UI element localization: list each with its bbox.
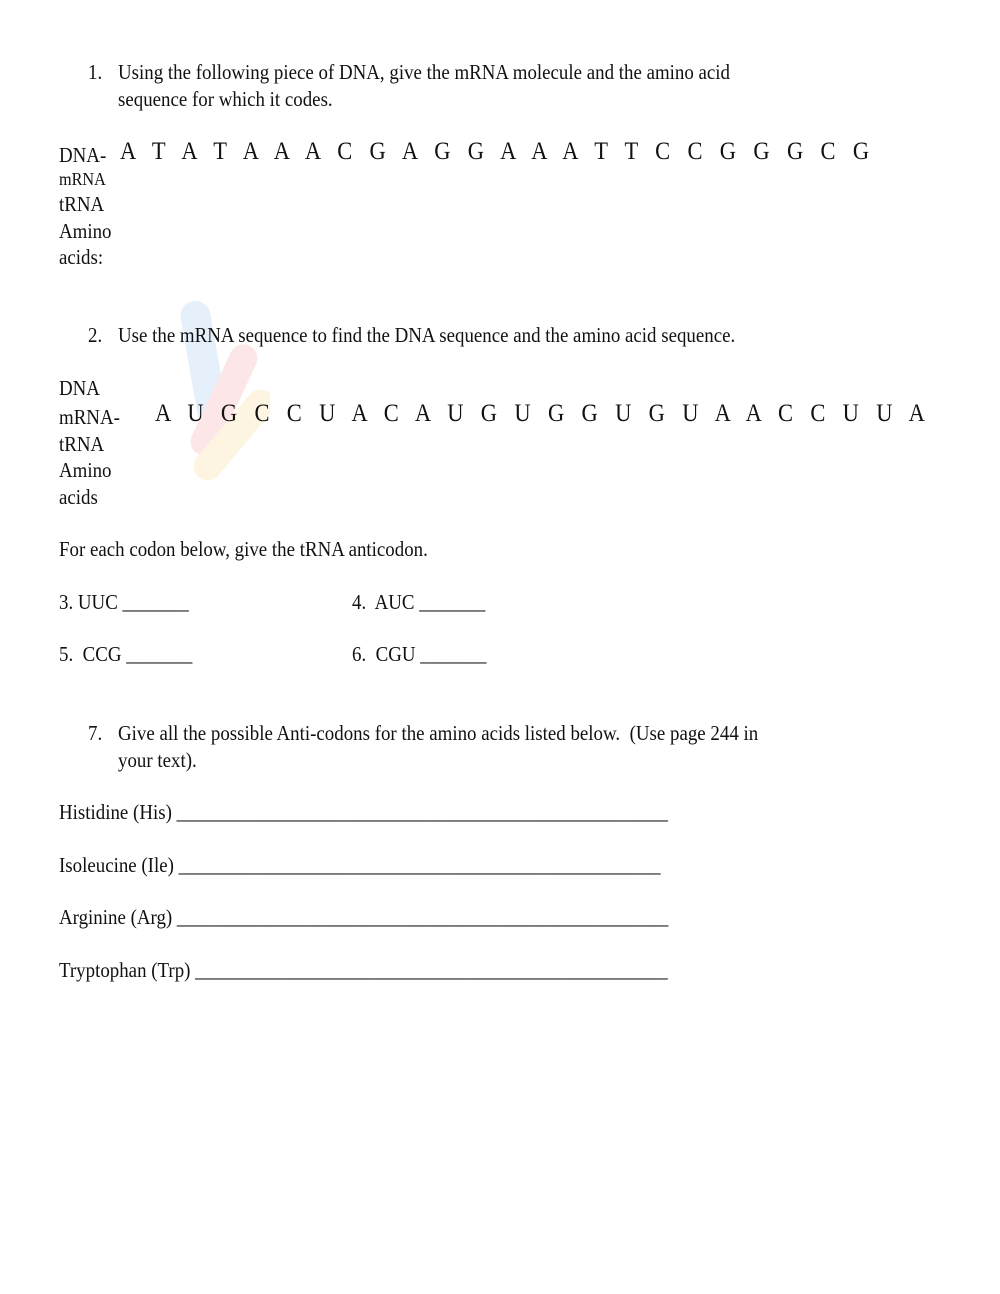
- codon-question-6: 6. CGU _______: [352, 642, 487, 666]
- q2-trna-label: tRNA: [59, 432, 105, 456]
- q7-item-isoleucine: Isoleucine (Ile) ___________________________________________________: [59, 853, 661, 877]
- q2-mrna-label: mRNA-: [59, 405, 120, 429]
- q2-number: 2.: [88, 323, 103, 347]
- codon-question-5: 5. CCG _______: [59, 642, 193, 666]
- q1-amino-label: Amino: [59, 219, 112, 243]
- q1-trna-label: tRNA: [59, 192, 105, 216]
- codon-question-4: 4. AUC _______: [352, 590, 486, 614]
- q2-amino-label: Amino: [59, 458, 112, 482]
- q1-mrna-label: mRNA: [59, 169, 106, 189]
- q2-acids-label: acids: [59, 485, 98, 509]
- codon-question-3: 3. UUC _______: [59, 590, 189, 614]
- q7-text-line2: your text).: [118, 748, 197, 772]
- q2-mrna-sequence: A U G C C U A C A U G U G G U G U A A C C U U A: [155, 400, 931, 427]
- codon-instructions: For each codon below, give the tRNA anticodon.: [59, 537, 428, 561]
- q1-acids-label: acids:: [59, 245, 104, 269]
- q2-text: Use the mRNA sequence to find the DNA sequence and the amino acid sequence.: [118, 323, 736, 347]
- q1-text-line1: Using the following piece of DNA, give the mRNA molecule and the amino acid: [118, 60, 731, 84]
- q7-text-line1: Give all the possible Anti-codons for the amino acids listed below. (Use page 244 in: [118, 721, 759, 745]
- q7-item-histidine: Histidine (His) ____________________________________________________: [59, 800, 668, 824]
- q2-dna-label: DNA: [59, 376, 100, 400]
- q1-text-line2: sequence for which it codes.: [118, 87, 333, 111]
- q1-number: 1.: [88, 60, 103, 84]
- q1-dna-label: DNA-: [59, 143, 107, 167]
- q7-number: 7.: [88, 721, 103, 745]
- q1-dna-sequence: A T A T A A A C G A G G A A A T T C C G G G C G: [120, 138, 875, 165]
- q7-item-arginine: Arginine (Arg) ____________________________________________________: [59, 905, 669, 929]
- q7-item-tryptophan: Tryptophan (Trp) __________________________________________________: [59, 958, 668, 982]
